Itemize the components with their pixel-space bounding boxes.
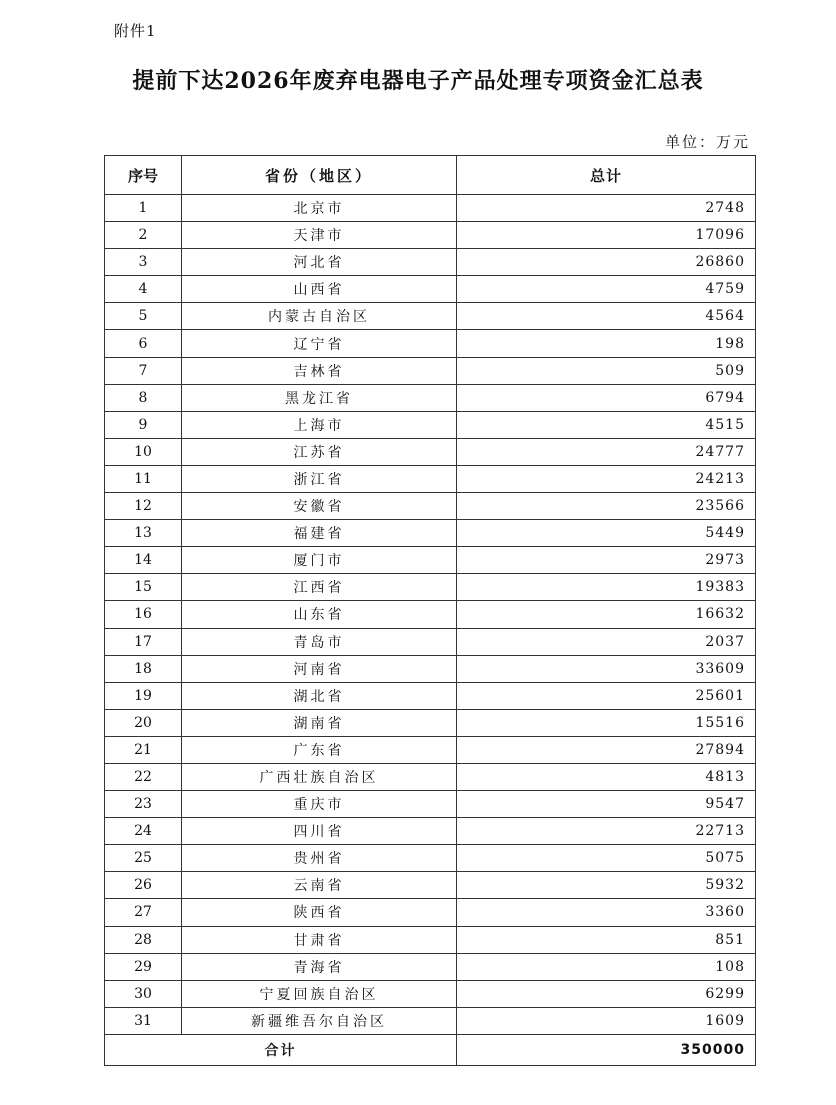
row-number: 17 bbox=[105, 628, 182, 655]
row-number: 20 bbox=[105, 709, 182, 736]
row-number: 10 bbox=[105, 438, 182, 465]
table-row bbox=[105, 872, 756, 899]
total-row bbox=[105, 1034, 756, 1065]
row-region: 福建省 bbox=[182, 520, 457, 547]
row-total: 23566 bbox=[457, 493, 756, 520]
row-number: 12 bbox=[105, 493, 182, 520]
column-header-number: 序号 bbox=[105, 156, 182, 195]
table-row bbox=[105, 222, 756, 249]
row-number: 30 bbox=[105, 980, 182, 1007]
row-number: 3 bbox=[105, 249, 182, 276]
row-region: 黑龙江省 bbox=[182, 384, 457, 411]
table-body bbox=[105, 195, 756, 1035]
table-footer bbox=[105, 1034, 756, 1065]
row-number: 28 bbox=[105, 926, 182, 953]
row-number: 1 bbox=[105, 195, 182, 222]
table-row bbox=[105, 330, 756, 357]
table-row bbox=[105, 736, 756, 763]
table-row bbox=[105, 438, 756, 465]
row-number: 26 bbox=[105, 872, 182, 899]
table-row bbox=[105, 926, 756, 953]
row-total: 27894 bbox=[457, 736, 756, 763]
row-total: 24213 bbox=[457, 465, 756, 492]
row-region: 新疆维吾尔自治区 bbox=[182, 1007, 457, 1034]
row-region: 浙江省 bbox=[182, 465, 457, 492]
table-row bbox=[105, 791, 756, 818]
row-total: 2973 bbox=[457, 547, 756, 574]
row-number: 16 bbox=[105, 601, 182, 628]
row-total: 9547 bbox=[457, 791, 756, 818]
table-row bbox=[105, 574, 756, 601]
row-region: 湖北省 bbox=[182, 682, 457, 709]
row-total: 26860 bbox=[457, 249, 756, 276]
row-number: 21 bbox=[105, 736, 182, 763]
row-region: 安徽省 bbox=[182, 493, 457, 520]
row-total: 5075 bbox=[457, 845, 756, 872]
table-row bbox=[105, 357, 756, 384]
row-number: 5 bbox=[105, 303, 182, 330]
row-number: 29 bbox=[105, 953, 182, 980]
row-region: 河南省 bbox=[182, 655, 457, 682]
row-region: 陕西省 bbox=[182, 899, 457, 926]
row-region: 厦门市 bbox=[182, 547, 457, 574]
row-number: 11 bbox=[105, 465, 182, 492]
row-total: 25601 bbox=[457, 682, 756, 709]
table-row bbox=[105, 709, 756, 736]
table-row bbox=[105, 493, 756, 520]
row-number: 23 bbox=[105, 791, 182, 818]
table-header bbox=[105, 156, 756, 195]
row-total: 4759 bbox=[457, 276, 756, 303]
row-region: 宁夏回族自治区 bbox=[182, 980, 457, 1007]
row-number: 4 bbox=[105, 276, 182, 303]
row-total: 33609 bbox=[457, 655, 756, 682]
table-row bbox=[105, 601, 756, 628]
row-region: 四川省 bbox=[182, 818, 457, 845]
table-row bbox=[105, 411, 756, 438]
row-total: 851 bbox=[457, 926, 756, 953]
row-region: 广西壮族自治区 bbox=[182, 763, 457, 790]
row-number: 24 bbox=[105, 818, 182, 845]
table-row bbox=[105, 547, 756, 574]
row-region: 北京市 bbox=[182, 195, 457, 222]
row-total: 2748 bbox=[457, 195, 756, 222]
row-region: 辽宁省 bbox=[182, 330, 457, 357]
table-row bbox=[105, 249, 756, 276]
row-total: 15516 bbox=[457, 709, 756, 736]
row-total: 22713 bbox=[457, 818, 756, 845]
row-number: 6 bbox=[105, 330, 182, 357]
row-total: 5932 bbox=[457, 872, 756, 899]
row-region: 青岛市 bbox=[182, 628, 457, 655]
table-row bbox=[105, 628, 756, 655]
header-row bbox=[105, 156, 756, 195]
row-total: 17096 bbox=[457, 222, 756, 249]
attachment-label: 附件1 bbox=[114, 22, 157, 40]
row-region: 吉林省 bbox=[182, 357, 457, 384]
row-number: 27 bbox=[105, 899, 182, 926]
row-number: 22 bbox=[105, 763, 182, 790]
table-row bbox=[105, 818, 756, 845]
row-total: 2037 bbox=[457, 628, 756, 655]
row-region: 江西省 bbox=[182, 574, 457, 601]
grand-total-value: 350000 bbox=[457, 1034, 756, 1065]
row-number: 14 bbox=[105, 547, 182, 574]
table-row bbox=[105, 520, 756, 547]
row-region: 河北省 bbox=[182, 249, 457, 276]
row-region: 天津市 bbox=[182, 222, 457, 249]
row-number: 18 bbox=[105, 655, 182, 682]
row-total: 198 bbox=[457, 330, 756, 357]
table-row bbox=[105, 276, 756, 303]
row-region: 重庆市 bbox=[182, 791, 457, 818]
row-total: 16632 bbox=[457, 601, 756, 628]
column-header-total: 总计 bbox=[457, 156, 756, 195]
funding-summary-table bbox=[104, 155, 756, 1066]
table-row bbox=[105, 682, 756, 709]
row-region: 山东省 bbox=[182, 601, 457, 628]
row-total: 19383 bbox=[457, 574, 756, 601]
row-total: 1609 bbox=[457, 1007, 756, 1034]
column-header-region: 省份（地区） bbox=[182, 156, 457, 195]
row-number: 7 bbox=[105, 357, 182, 384]
grand-total-label: 合计 bbox=[105, 1034, 457, 1065]
table-row bbox=[105, 1007, 756, 1034]
row-number: 25 bbox=[105, 845, 182, 872]
unit-label: 单位：万元 bbox=[664, 133, 750, 151]
table-row bbox=[105, 303, 756, 330]
row-region: 贵州省 bbox=[182, 845, 457, 872]
row-total: 5449 bbox=[457, 520, 756, 547]
row-total: 24777 bbox=[457, 438, 756, 465]
table-row bbox=[105, 980, 756, 1007]
table-row bbox=[105, 384, 756, 411]
row-number: 19 bbox=[105, 682, 182, 709]
page-title: 提前下达2026年废弃电器电子产品处理专项资金汇总表 bbox=[132, 68, 704, 94]
table-row bbox=[105, 845, 756, 872]
table-row bbox=[105, 655, 756, 682]
row-total: 3360 bbox=[457, 899, 756, 926]
row-total: 4515 bbox=[457, 411, 756, 438]
row-region: 内蒙古自治区 bbox=[182, 303, 457, 330]
row-number: 9 bbox=[105, 411, 182, 438]
row-region: 上海市 bbox=[182, 411, 457, 438]
row-total: 108 bbox=[457, 953, 756, 980]
row-number: 13 bbox=[105, 520, 182, 547]
row-region: 湖南省 bbox=[182, 709, 457, 736]
row-total: 4564 bbox=[457, 303, 756, 330]
table-row bbox=[105, 195, 756, 222]
table-row bbox=[105, 899, 756, 926]
row-region: 云南省 bbox=[182, 872, 457, 899]
row-region: 山西省 bbox=[182, 276, 457, 303]
table-row bbox=[105, 465, 756, 492]
row-region: 广东省 bbox=[182, 736, 457, 763]
row-number: 8 bbox=[105, 384, 182, 411]
row-number: 31 bbox=[105, 1007, 182, 1034]
row-region: 青海省 bbox=[182, 953, 457, 980]
row-number: 2 bbox=[105, 222, 182, 249]
row-total: 6299 bbox=[457, 980, 756, 1007]
row-total: 509 bbox=[457, 357, 756, 384]
row-number: 15 bbox=[105, 574, 182, 601]
table-row bbox=[105, 953, 756, 980]
row-region: 江苏省 bbox=[182, 438, 457, 465]
row-total: 6794 bbox=[457, 384, 756, 411]
table-row bbox=[105, 763, 756, 790]
row-region: 甘肃省 bbox=[182, 926, 457, 953]
row-total: 4813 bbox=[457, 763, 756, 790]
